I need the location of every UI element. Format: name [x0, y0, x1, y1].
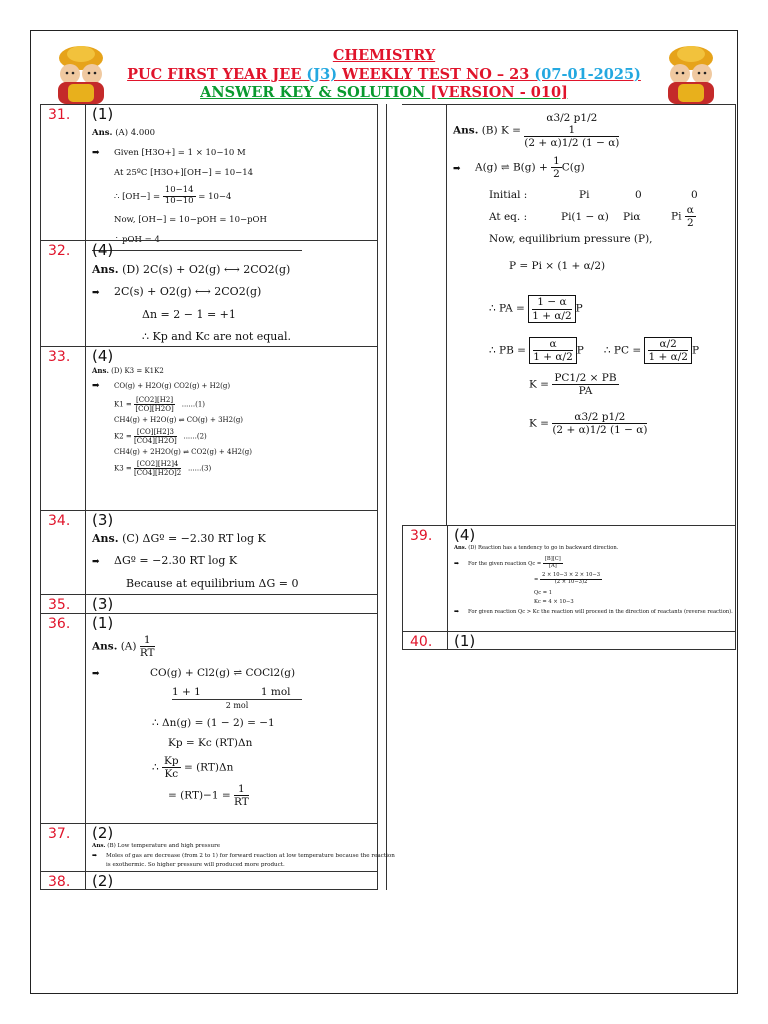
solution-line: Because at equilibrium ΔG = 0	[126, 577, 299, 590]
answer-cell	[448, 632, 735, 649]
solution-line: K2 =	[114, 432, 132, 441]
solution-line: Initial :	[489, 189, 528, 202]
ans-label: Ans.	[92, 843, 106, 849]
numerator: α3/2 p1/2	[546, 112, 598, 124]
arrow-bullet-icon: ➡	[92, 288, 100, 298]
denominator: (2 × 10−3)2	[554, 578, 588, 585]
answer-cell	[86, 241, 377, 346]
test-title-part: PUC FIRST YEAR JEE	[127, 66, 307, 83]
question-number: 35.	[41, 595, 86, 613]
denominator: [A]	[548, 562, 557, 569]
answer-option: (2)	[92, 824, 114, 842]
solution-line: 1 + 1	[172, 686, 201, 699]
question-row-38	[40, 871, 378, 890]
ans-label: Ans.	[92, 263, 119, 276]
solution: Ans. (B) K = α3/2 p1/2 1 (2 + α)1/2 (1 − α) ➡ A(g) ⇌ B(g) + $\frac{1}{2}$ C(g) Initial : Pi 0 0 At eq. : Pi(1 − α) Piα Pi $\frac{\alpha}{2}$ Now, equilibrium pressure (P), P = Pi × (1 + α/2) ∴ PA = $\frac{1 - \alpha}{1 + \alpha/2}$ P ∴ PB = $\frac{\alpha}{1 + \alpha/2}$ P ∴ PC = $\frac{\alpha/2}{1 + \alpha/2}$ P K = $\frac{PC1/2 \times PB}{PA}$ K = $\frac{\alpha 3/2 p1/2}{(2 + \alpha)1/2 (1 - \alpha)}$	[453, 112, 700, 436]
version-label: [VERSION - 010]	[430, 84, 568, 101]
solution-line: Now, equilibrium pressure (P),	[489, 233, 653, 246]
solution-line: K =	[529, 417, 549, 430]
answer-cell	[86, 614, 377, 823]
question-number: 32.	[41, 241, 86, 346]
numerator: 1 − α	[532, 296, 571, 309]
question-number-empty	[402, 105, 447, 525]
answer-option: (1)	[92, 105, 114, 123]
solution-line: K3 =	[114, 464, 132, 473]
question-row-35	[40, 594, 378, 613]
solution-line: ∴	[152, 761, 159, 774]
denominator: RT	[139, 647, 155, 660]
solution-line: 1 mol	[260, 686, 291, 699]
question-row-38-continued	[402, 104, 736, 525]
solution-line: P	[576, 344, 584, 357]
solution-line: K =	[529, 378, 549, 391]
question-number: 31.	[41, 105, 86, 240]
ans-choice: (D) Reaction has a tendency to go in backward direction.	[468, 545, 619, 551]
answer-option: (2)	[92, 872, 114, 890]
solution-line: ∴ Kp and Kc are not equal.	[142, 330, 291, 343]
fraction	[140, 634, 155, 659]
solution	[454, 544, 733, 617]
numerator: [CO2][H2]4	[134, 460, 181, 469]
question-number: 39.	[403, 526, 448, 631]
solution-line: 2 mol	[225, 701, 249, 711]
arrow-bullet-icon: ➡	[92, 669, 100, 680]
solution	[92, 259, 371, 348]
right-answer-table	[402, 104, 736, 650]
solution-line: 0	[635, 189, 642, 202]
fraction	[543, 557, 563, 570]
bracket	[528, 295, 575, 322]
denominator: RT	[234, 796, 249, 809]
solution-line: =	[534, 576, 539, 583]
bracket	[644, 337, 691, 364]
solution-line: For given reaction Qc > Kc the reaction will proceed in the direction of reactants (reverse reaction).	[468, 608, 733, 615]
denominator: (2 + α)1/2 (1 − α)	[552, 423, 648, 436]
question-number: 33.	[41, 347, 86, 510]
arrow-bullet-icon: ➡	[92, 148, 100, 158]
solution-line: ΔGº = −2.30 RT log K	[114, 554, 238, 567]
question-number: 40.	[403, 632, 448, 649]
solution-line: Pi(1 − α)	[561, 210, 609, 223]
denominator: PA	[578, 384, 593, 397]
numerator: Kp	[164, 755, 179, 768]
fraction	[524, 112, 619, 149]
question-row-37	[40, 823, 395, 871]
answer-option: (4)	[92, 241, 114, 259]
question-number: 34.	[41, 511, 86, 594]
solution-line: At 25ºC [H3O+][OH−] = 10−14	[114, 168, 254, 178]
solution-line: = 10−4	[198, 191, 232, 202]
numerator: 1	[140, 634, 155, 647]
test-date: (07-01-2025)	[534, 66, 641, 83]
numerator: 2 × 10−3 × 2 × 10−3	[542, 571, 601, 578]
fraction	[648, 338, 687, 363]
solution-line: ∴ PB =	[489, 344, 526, 357]
arrow-bullet-icon: ➡	[453, 163, 461, 174]
test-title	[0, 66, 768, 83]
numerator: PC1/2 × PB	[554, 371, 617, 384]
question-number: 37.	[41, 824, 86, 871]
solution-line: C(g)	[561, 161, 585, 174]
ans-label: Ans.	[454, 545, 467, 551]
solution-line: CO(g) + Cl2(g) ⇌ COCl2(g)	[150, 667, 296, 680]
solution	[92, 634, 371, 808]
solution-line: Moles of gas are decrease (from 2 to 1) for forward reaction at low temperature because the reaction	[106, 853, 395, 859]
question-number: 38.	[41, 872, 86, 889]
question-number: 36.	[41, 614, 86, 823]
solution-line: CH4(g) + H2O(g) ⇌ CO(g) + 3H2(g)	[114, 416, 244, 425]
solution	[92, 529, 371, 594]
ans-label: Ans.	[92, 532, 119, 545]
solution-line: ∴ [OH−] =	[114, 191, 161, 202]
ans-choice: (D) 2C(s) + O2(g) ⟷ 2CO2(g)	[122, 263, 291, 276]
solution-line: Kc = 4 × 10−3	[534, 598, 574, 605]
test-code: (J3)	[306, 66, 338, 83]
denominator: 1	[524, 124, 619, 137]
solution-line: 2C(s) + O2(g) ⟷ 2CO2(g)	[114, 285, 262, 298]
solution-line: ∴ PC =	[603, 344, 642, 357]
question-row-31	[40, 104, 378, 245]
numerator: [CO][H2]3	[134, 428, 177, 437]
fraction	[551, 155, 562, 180]
fraction	[533, 338, 572, 363]
test-title-part: WEEKLY TEST NO – 23	[337, 66, 535, 83]
question-row-36	[40, 613, 378, 823]
ans-label: Ans.	[453, 124, 479, 137]
answer-cell	[86, 347, 377, 510]
solution-line: P = Pi × (1 + α/2)	[509, 260, 606, 273]
denominator: 1 + α/2	[532, 309, 572, 322]
fraction	[552, 372, 618, 397]
ans-choice: (A)	[120, 640, 137, 653]
solution-line: CO(g) + H2O(g) CO2(g) + H2(g)	[114, 382, 231, 390]
equation-tag: ......(1)	[181, 400, 206, 409]
ans-label: Ans.	[92, 640, 118, 653]
answer-cell	[86, 824, 401, 871]
denominator: [CO4][H2O]2	[134, 469, 182, 478]
arrow-bullet-icon: ➡	[92, 381, 100, 391]
equation-tag: ......(3)	[187, 464, 212, 473]
answer-cell	[447, 105, 735, 525]
answer-cell	[448, 526, 739, 631]
denominator: 10−10	[164, 195, 194, 206]
solution-line: For the given reaction Qc =	[468, 560, 542, 567]
solution	[92, 842, 395, 870]
answer-option: (3)	[92, 511, 114, 529]
answer-option: (4)	[92, 347, 114, 365]
fraction	[134, 428, 177, 445]
solution-line: Now, [OH−] = 10−pOH = 10−pOH	[114, 214, 267, 225]
arrow-bullet-icon: ➡	[92, 852, 98, 859]
solution-line: 0	[691, 189, 698, 202]
fraction	[552, 411, 647, 436]
denominator: 1 + α/2	[533, 350, 573, 363]
fraction	[163, 186, 196, 207]
answer-cell	[86, 595, 377, 613]
denominator: (2 + α)1/2 (1 − α)	[524, 137, 620, 150]
question-row-40	[402, 631, 736, 650]
fraction	[540, 573, 602, 586]
fraction: $\frac{\alpha}{2}$	[686, 204, 694, 230]
equation-tag: ......(2)	[183, 432, 207, 441]
column-divider	[386, 104, 387, 890]
ans-choice: (A) 4.000	[115, 128, 156, 138]
question-row-32	[40, 240, 378, 346]
solution-line: A(g) ⇌ B(g) +	[475, 161, 552, 174]
answer-key-label: ANSWER KEY & SOLUTION	[200, 84, 431, 101]
solution-line: Given [H3O+] = 1 × 10−10 M	[114, 148, 246, 158]
numerator: α	[533, 338, 572, 351]
solution	[92, 365, 371, 477]
solution-line: Qc = 1	[534, 589, 553, 596]
solution-line: CH4(g) + 2H2O(g) ⇌ CO2(g) + 4H2(g)	[114, 448, 252, 457]
fraction	[162, 755, 181, 780]
solution-line: ∴ Δn(g) = (1 − 2) = −1	[152, 717, 275, 730]
solution	[92, 123, 371, 251]
question-row-39	[402, 525, 736, 631]
ans-choice: (B) Low temperature and high pressure	[107, 843, 221, 849]
solution-line: Δn = 2 − 1 = +1	[142, 308, 236, 321]
numerator: [CO2][H2]	[136, 396, 174, 404]
solution-line: K1 =	[114, 400, 132, 409]
arrow-bullet-icon: ➡	[454, 607, 460, 615]
denominator: [CO][H2O]	[135, 405, 174, 414]
solution-line: At eq. :	[489, 210, 528, 223]
solution-line: Kp = Kc (RT)Δn	[168, 737, 253, 750]
question-row-34	[40, 510, 378, 594]
solution-line: Piα	[623, 210, 641, 223]
question-row-33	[40, 346, 378, 510]
solution-line: ∴ PA =	[489, 303, 525, 315]
solution-line: ∴ pOH = 4	[114, 234, 160, 245]
solution-line: = (RT)−1 =	[168, 789, 231, 802]
numerator: α3/2 p1/2	[552, 411, 647, 424]
answer-option: (1)	[454, 632, 476, 650]
denominator: [CO4][H2O]	[134, 437, 177, 446]
fraction	[134, 396, 175, 413]
denominator: 1 + α/2	[648, 350, 688, 363]
denominator: Kc	[164, 768, 179, 781]
solution-line: Pi	[671, 210, 682, 223]
answer-option: (1)	[92, 614, 114, 632]
header	[0, 0, 768, 104]
fraction	[134, 460, 181, 477]
fraction	[532, 296, 571, 321]
answer-key-title	[0, 84, 768, 101]
bracket	[529, 337, 576, 364]
left-answer-table	[40, 104, 395, 890]
numerator: 10−14	[164, 185, 194, 195]
answer-cell	[86, 872, 377, 889]
ans-choice: (B) K =	[481, 124, 521, 137]
numerator: [B][C]	[544, 556, 561, 562]
fraction	[234, 783, 249, 808]
solution-line: = (RT)Δn	[183, 761, 234, 774]
ans-choice: (D) K3 = K1K2	[111, 367, 164, 375]
solution-line: Pi	[579, 189, 590, 202]
answer-option: (3)	[92, 595, 114, 613]
solution-line: P	[575, 303, 583, 315]
numerator: 1	[553, 155, 560, 168]
ans-label: Ans.	[92, 366, 109, 375]
arrow-bullet-icon: ➡	[92, 557, 100, 567]
numerator: 1	[234, 783, 249, 796]
answer-cell	[86, 105, 377, 245]
solution-line: is exothermic. So higher pressure will produced more product.	[106, 862, 285, 868]
ans-label: Ans.	[92, 128, 113, 138]
ans-choice: (C) ΔGº = −2.30 RT log K	[122, 532, 266, 545]
answer-option: (4)	[454, 526, 476, 544]
arrow-bullet-icon: ➡	[454, 559, 460, 567]
numerator: α/2	[648, 338, 687, 351]
subject-title: CHEMISTRY	[332, 47, 436, 64]
answer-cell	[86, 511, 377, 594]
denominator: 2	[553, 168, 560, 181]
